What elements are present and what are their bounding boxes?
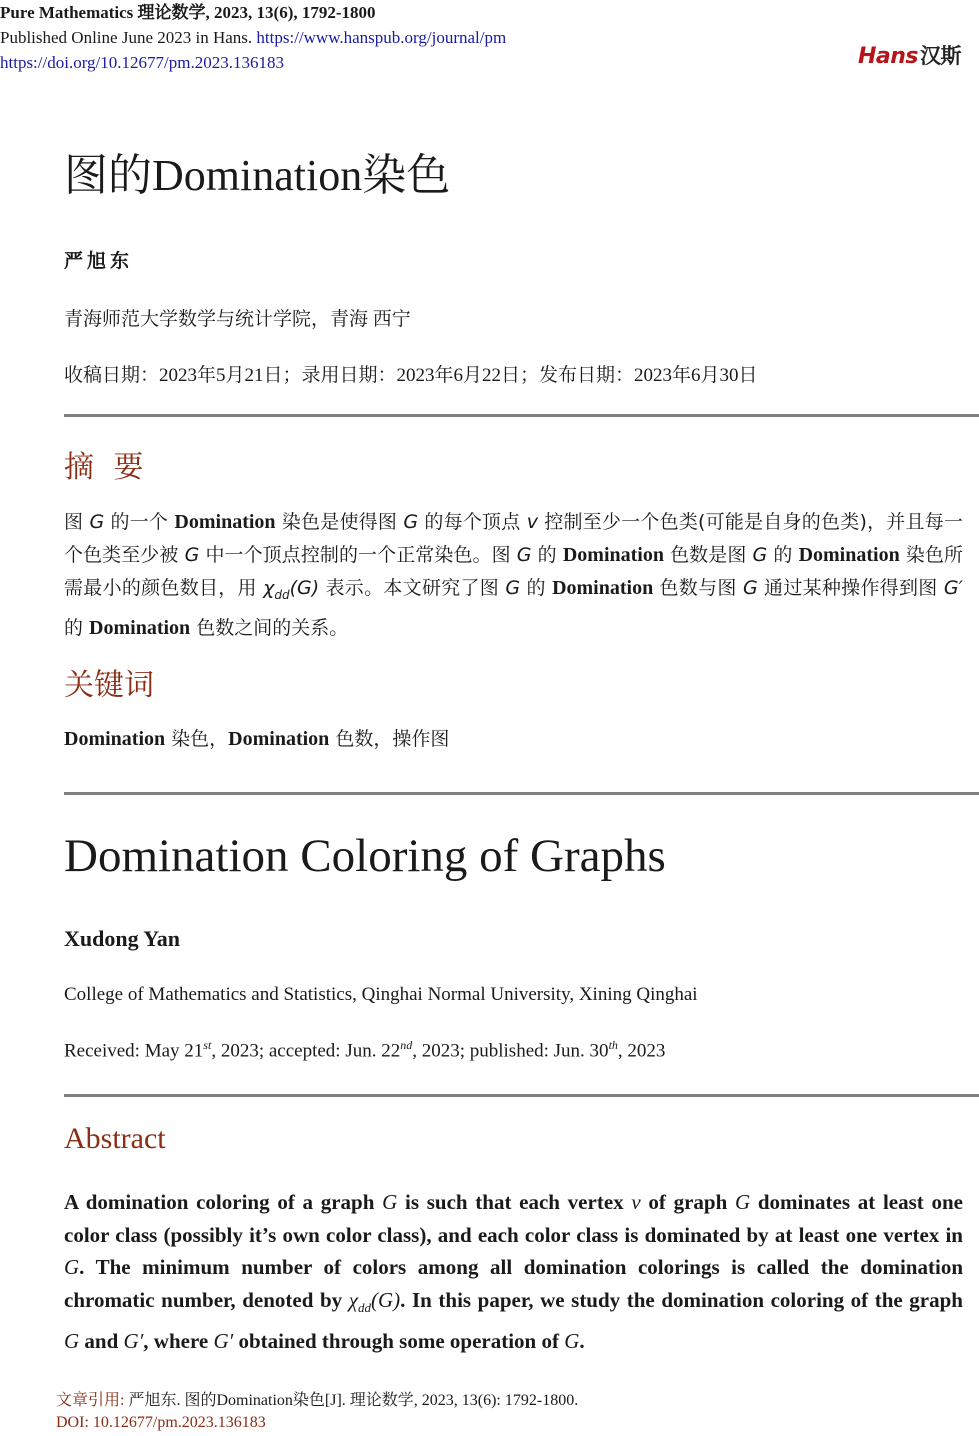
citation-line	[56, 1390, 578, 1412]
citation-doi: DOI: 10.12677/pm.2023.136183	[56, 1414, 266, 1431]
journal-url-link[interactable]: https://www.hanspub.org/journal/pm	[256, 28, 507, 47]
en-author: Xudong Yan	[64, 926, 180, 951]
en-abstract-text: A domination coloring of a graph G is such that each vertex v of graph G dominates at least one color class (possibly it’s own color class), and each color class is dominated by at least one vertex in G. The minimum number of colors among all domination colorings is called the domination chromatic number, denoted by $\chi_{dd}(G)$. In this paper, we study the domination coloring of the graph G and G′, where G′ obtained through some operation of G.	[64, 1190, 963, 1353]
citation-text: 严旭东. 图的Domination染色[J]. 理论数学, 2023, 13(6): 1792-1800.	[128, 1392, 579, 1409]
journal-header	[0, 0, 506, 75]
logo-chinese: 汉斯	[920, 44, 961, 68]
en-title: Domination Coloring of Graphs	[64, 830, 666, 882]
en-affiliation: College of Mathematics and Statistics, Qinghai Normal University, Xining Qinghai	[64, 984, 698, 1005]
citation-footer	[56, 1390, 578, 1434]
en-abstract-heading: Abstract	[64, 1122, 166, 1155]
cn-affiliation: 青海师范大学数学与统计学院，青海 西宁	[64, 309, 411, 330]
doi-line	[0, 50, 506, 75]
logo-latin: Hans	[857, 44, 918, 69]
published-prefix: Published Online June 2023 in Hans.	[0, 28, 257, 47]
cn-dates: 收稿日期：2023年5月21日；录用日期：2023年6月22日；发布日期：2023年6月30日	[64, 365, 758, 386]
cn-title: 图的Domination染色	[64, 151, 451, 200]
divider-rule	[64, 1094, 979, 1097]
cn-abstract-text: 图 G 的一个 Domination 染色是使得图 G 的每个顶点 v 控制至少一个色类(可能是自身的色类)，并且每一个色类至少被 G 中一个顶点控制的一个正常染色。图 G 的 Domination 色数是图 G 的 Domination 染色所需最小的颜色数目，用 $\chi_{dd}(G)$ 表示。本文研究了图 G 的 Domination 色数与图 G 通过某种操作得到图 G′ 的 Domination 色数之间的关系。	[64, 511, 963, 639]
doi-url-link[interactable]: https://doi.org/10.12677/pm.2023.136183	[0, 53, 284, 72]
cn-keywords-heading: 关键词	[64, 669, 154, 702]
citation-label: 文章引用:	[56, 1392, 129, 1409]
cn-author: 严旭东	[64, 251, 134, 272]
en-dates: Received: May 21st, 2023; accepted: Jun. 22nd, 2023; published: Jun. 30th, 2023	[64, 1038, 666, 1062]
journal-line: Pure Mathematics 理论数学, 2023, 13(6), 1792-1800	[0, 3, 376, 22]
published-line	[0, 25, 506, 50]
divider-rule	[64, 414, 979, 417]
divider-rule	[64, 792, 979, 795]
hans-logo	[858, 40, 961, 70]
cn-abstract-heading: 摘 要	[64, 451, 150, 484]
cn-keywords: Domination 染色，Domination 色数，操作图	[64, 728, 450, 750]
